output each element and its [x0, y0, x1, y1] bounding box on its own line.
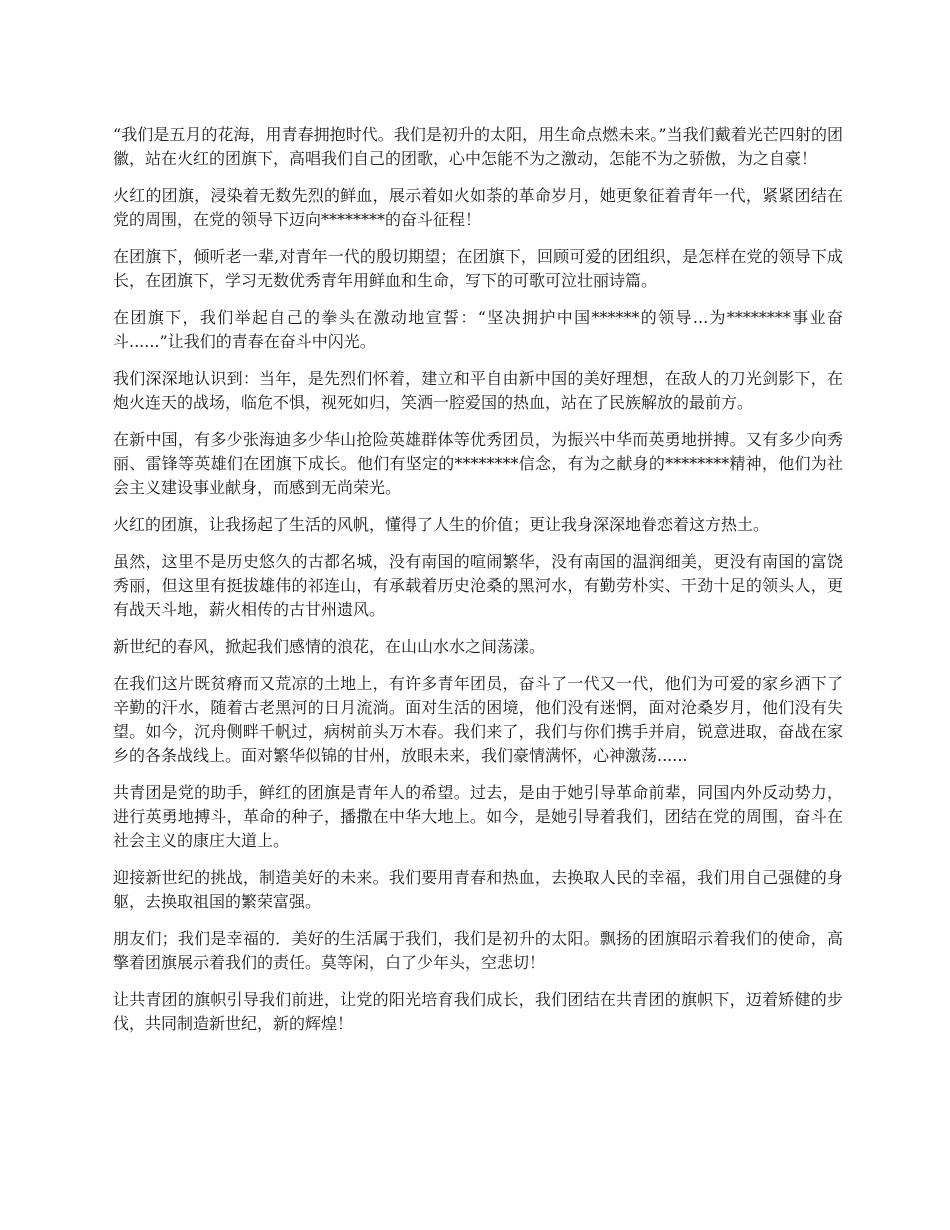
paragraph-9: 新世纪的春风，掀起我们感情的浪花，在山山水水之间荡漾。: [113, 637, 546, 656]
paragraph-12: 迎接新世纪的挑战，制造美好的未来。我们要用青春和热血，去换取人民的幸福，我们用自己强健的身躯，去换取祖国的繁荣富强。: [113, 868, 843, 911]
paragraph-4: 在团旗下，我们举起自己的拳头在激动地宣誓：“坚决拥护中国******的领导...为********事业奋斗......”让我们的青春在奋斗中闪光。: [113, 308, 843, 351]
paragraph-10: 在我们这片既贫瘠而又荒凉的土地上，有许多青年团员，奋斗了一代又一代，他们为可爱的家乡洒下了辛勤的汗水，随着古老黑河的日月流淌。面对生活的困境，他们没有迷惘，面对沧桑岁月，他们没有失望。如今，沉舟侧畔千帆过，病树前头万木春。我们来了，我们与你们携手并肩，锐意进取，奋战在家乡的各条战线上。面对繁华似锦的甘州，放眼未来，我们豪情满怀，心神激荡......: [113, 674, 843, 765]
paragraph-2: 火红的团旗，浸染着无数先烈的鲜血，展示着如火如荼的革命岁月，她更象征着青年一代，紧紧团结在党的周围，在党的领导下迈向********的奋斗征程！: [113, 186, 843, 229]
paragraph-3: 在团旗下，倾听老一辈,对青年一代的殷切期望；在团旗下，回顾可爱的团组织，是怎样在党的领导下成长，在团旗下，学习无数优秀青年用鲜血和生命，写下的可歌可泣壮丽诗篇。: [113, 247, 843, 290]
paragraph-5: 我们深深地认识到：当年，是先烈们怀着，建立和平自由新中国的美好理想，在敌人的刀光剑影下，在炮火连天的战场，临危不惧，视死如归，笑洒一腔爱国的热血，站在了民族解放的最前方。: [113, 369, 843, 412]
paragraph-7: 火红的团旗，让我扬起了生活的风帆，懂得了人生的价值；更让我身深深地眷恋着这方热土。: [113, 515, 770, 534]
paragraph-8: 虽然，这里不是历史悠久的古都名城，没有南国的喧闹繁华，没有南国的温润细美，更没有南国的富饶秀丽，但这里有挺拔雄伟的祁连山，有承载着历史沧桑的黑河水，有勤劳朴实、干劲十足的领头人，更有战天斗地，薪火相传的古甘州遗风。: [113, 552, 843, 619]
paragraph-14: 让共青团的旗帜引导我们前进，让党的阳光培育我们成长，我们团结在共青团的旗帜下，迈着矫健的步伐，共同制造新世纪，新的辉煌！: [113, 990, 843, 1033]
paragraph-6: 在新中国，有多少张海迪多少华山抢险英雄群体等优秀团员，为振兴中华而英勇地拼搏。又有多少向秀丽、雷锋等英雄们在团旗下成长。他们有坚定的********信念，有为之献身的********精神，他们为社会主义建设事业献身，而感到无尚荣光。: [113, 430, 843, 497]
paragraph-11: 共青团是党的助手，鲜红的团旗是青年人的希望。过去，是由于她引导革命前辈，同国内外反动势力，进行英勇地搏斗，革命的种子，播撒在中华大地上。如今，是她引导着我们，团结在党的周围，奋斗在社会主义的康庄大道上。: [113, 783, 843, 850]
paragraph-13: 朋友们；我们是幸福的．美好的生活属于我们，我们是初升的太阳。飘扬的团旗昭示着我们的使命，高擎着团旗展示着我们的责任。莫等闲，白了少年头，空悲切！: [113, 929, 843, 972]
paragraph-1: “我们是五月的花海，用青春拥抱时代。我们是初升的太阳，用生命点燃未来。”当我们戴着光芒四射的团徽，站在火红的团旗下，高唱我们自己的团歌，心中怎能不为之激动，怎能不为之骄傲，为之自豪！: [113, 125, 843, 168]
document-body: [113, 123, 843, 1049]
